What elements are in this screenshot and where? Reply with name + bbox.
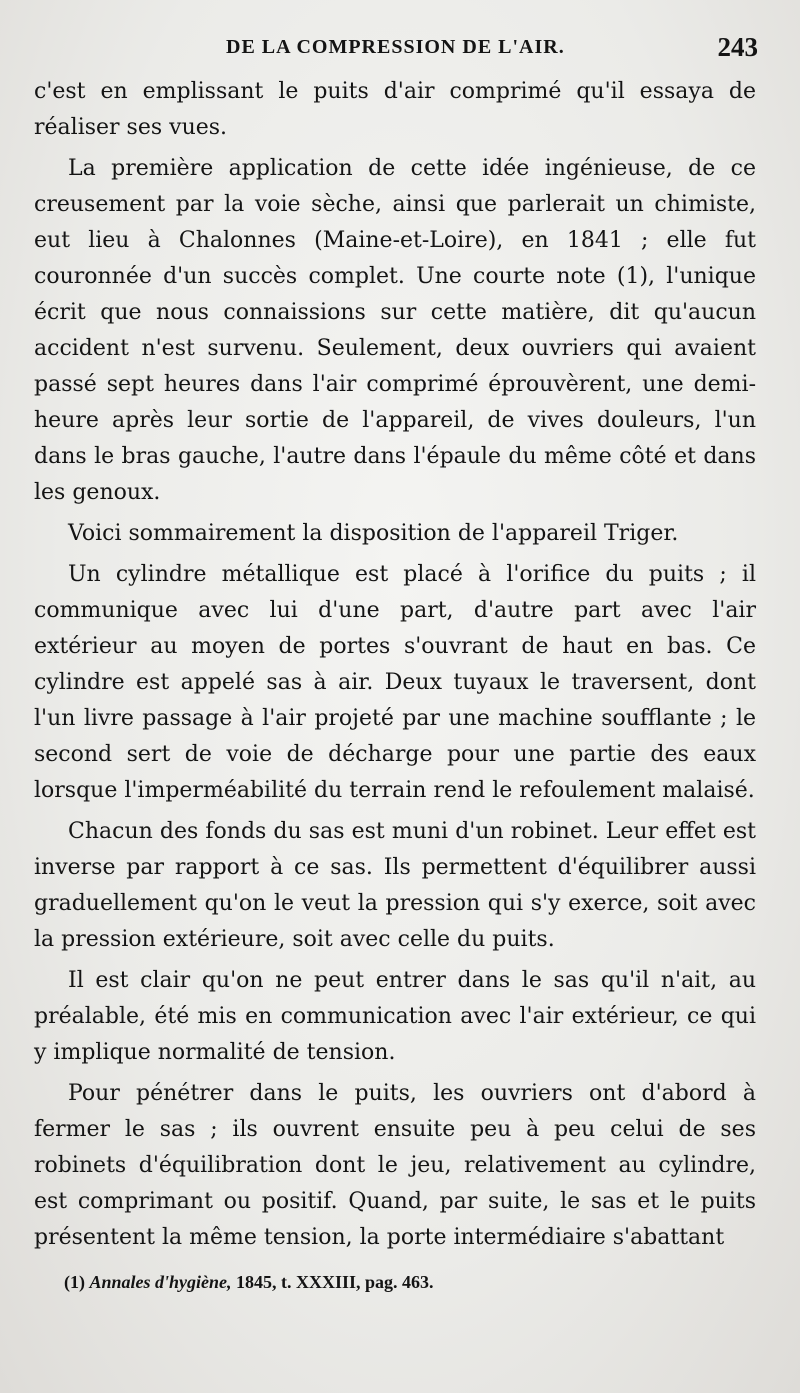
running-head [34, 32, 758, 74]
footnote-citation: 1845, t. XXXIII, pag. 463. [236, 1272, 434, 1292]
body-text [34, 74, 756, 1256]
footnote [34, 1270, 758, 1294]
paragraph-2: La première application de cette idée ingénieuse, de ce creusement par la voie sèche, ainsi que parlerait un chimiste, eut lieu à Chalonnes (Maine-et-Loire), en 1841 ; elle fut couronnée d'un succès complet. Une courte note (1), l'unique écrit que nous connaissions sur cette matière, dit qu'aucun accident n'est survenu. Seulement, deux ouvriers qui avaient passé sept heures dans l'air comprimé éprouvèrent, une demi-heure après leur sortie de l'appareil, de vives douleurs, l'un dans le bras gauche, l'autre dans l'épaule du même côté et dans les genoux. [34, 156, 756, 505]
footnote-source: Annales d'hygiène, [89, 1272, 232, 1292]
footnote-marker: (1) [64, 1272, 85, 1292]
page-number: 243 [717, 32, 758, 62]
paragraph-3: Voici sommairement la disposition de l'appareil Triger. [68, 521, 679, 546]
running-title: DE LA COMPRESSION DE L'AIR. [226, 36, 565, 58]
paragraph-6: Il est clair qu'on ne peut entrer dans le sas qu'il n'ait, au préalable, été mis en communication avec l'air extérieur, ce qui y implique normalité de tension. [34, 968, 756, 1065]
paragraph-7: Pour pénétrer dans le puits, les ouvriers ont d'abord à fermer le sas ; ils ouvrent ensuite peu à peu celui de ses robinets d'équilibration dont le jeu, relativement au cylindre, est comprimant ou positif. Quand, par suite, le sas et le puits présentent la même tension, la porte intermédiaire s'abattant [34, 1081, 756, 1250]
paragraph-1: c'est en emplissant le puits d'air comprimé qu'il essaya de réaliser ses vues. [34, 79, 756, 140]
paragraph-5: Chacun des fonds du sas est muni d'un robinet. Leur effet est inverse par rapport à ce sas. Ils permettent d'équilibrer aussi graduellement qu'on le veut la pression qui s'y exerce, soit avec la pression extérieure, soit avec celle du puits. [34, 819, 756, 952]
paragraph-4: Un cylindre métallique est placé à l'orifice du puits ; il communique avec lui d'une part, d'autre part avec l'air extérieur au moyen de portes s'ouvrant de haut en bas. Ce cylindre est appelé sas à air. Deux tuyaux le traversent, dont l'un livre passage à l'air projeté par une machine soufflante ; le second sert de voie de décharge pour une partie des eaux lorsque l'imperméabilité du terrain rend le refoulement malaisé. [34, 562, 756, 803]
